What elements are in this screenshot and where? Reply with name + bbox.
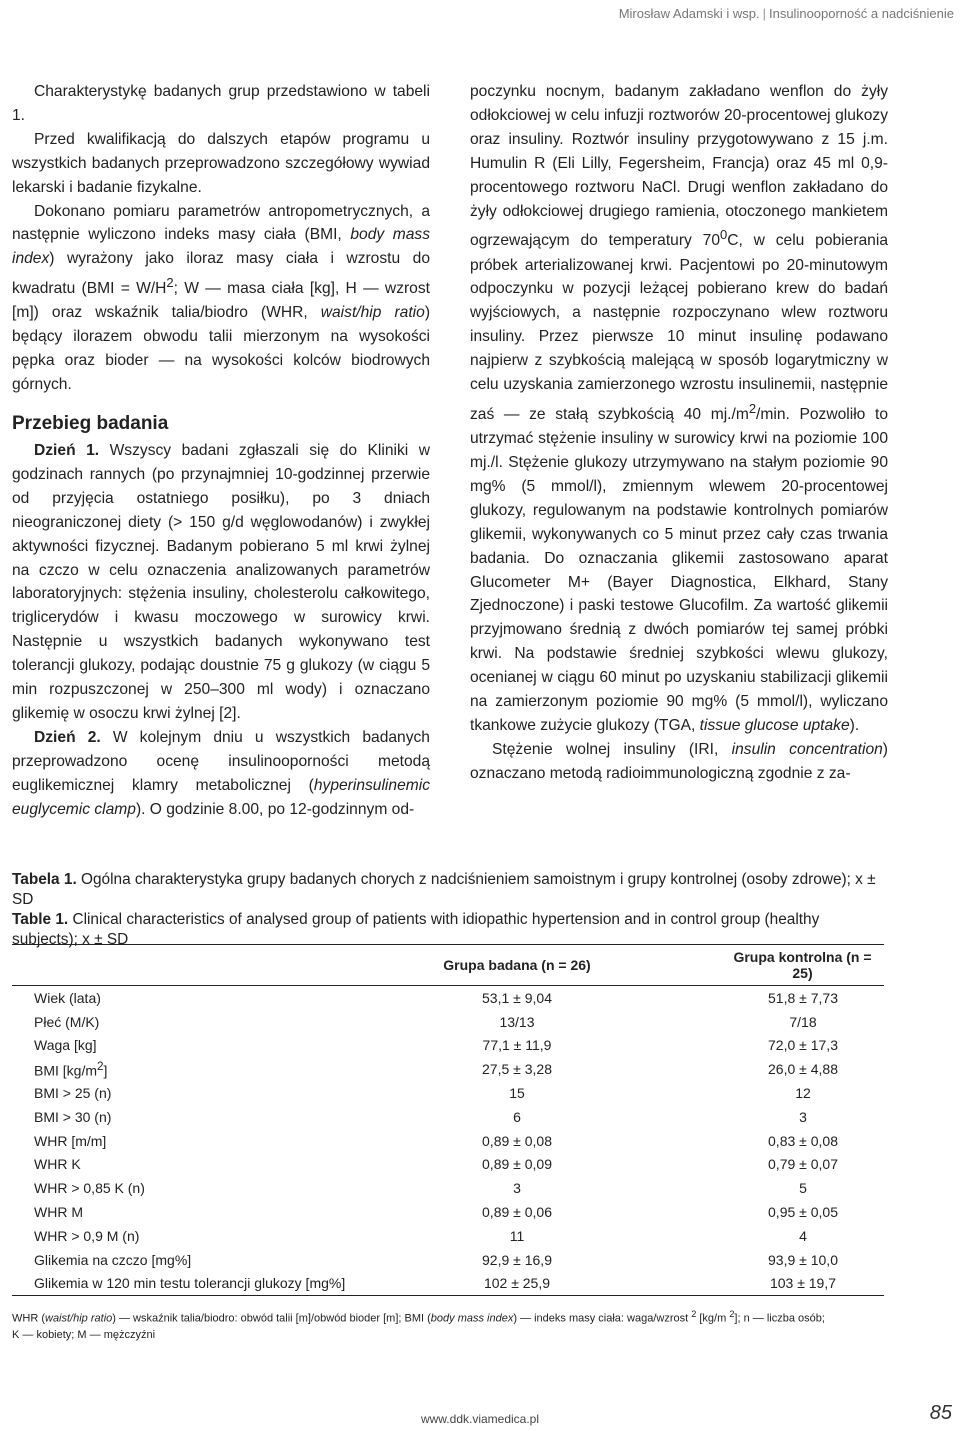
row-label: Waga [kg] (34, 1037, 97, 1054)
row-label: WHR > 0,85 K (n) (34, 1180, 145, 1197)
running-head (619, 6, 954, 21)
control-value: 3 (799, 1108, 807, 1125)
text-run: ) oznaczano metodą radioimmunologiczną zgodnie z za- (470, 740, 888, 782)
text-run: ). (849, 716, 860, 734)
text-run: ) będący ilorazem obwodu talii mierzonym na wysokości pępka oraz bioder — na wysokości kolców biodrowych górnych. (12, 304, 431, 394)
footer-website: www.ddk.viamedica.pl (420, 1412, 540, 1426)
table-caption (12, 870, 884, 950)
superscript: 2 (729, 1309, 735, 1319)
term-tga: tissue glucose uptake (699, 716, 850, 734)
running-head-separator: | (762, 6, 766, 21)
text-run: Wszyscy badani zgłaszali się do Kliniki w godzinach rannych (po przynajmniej 10-godzinnej przerwie od przyjęcia ostatniego posiłku), po 3 dniach nieograniczonej diety (> 150 g/d węglowodanów) i zwykłej aktywności fizycznej. Badanym pobierano 5 ml krwi żylnej na czczo w celu oznaczenia analizowanych parametrów laboratoryjnych: stężenia insuliny, cholesterolu całkowitego, triglicerydów i kwasu moczowego w surowicy krwi. Następnie u wszystkich badanych wykonywano test tolerancji glukozy, podając doustnie 75 g glukozy (w ciągu 5 min rozpuszczonej w 250–300 ml wody) i oznaczano glikemię w osoczu krwi żylnej [2]. (12, 441, 430, 722)
term-bmi: body mass index (12, 226, 431, 268)
text-run: ]; n — liczba osób; (734, 1312, 825, 1325)
paragraph-anthropometry (12, 200, 430, 397)
text-run: WHR ( (12, 1312, 45, 1325)
text-run: waist/hip ratio (45, 1312, 113, 1325)
row-label: WHR > 0,9 M (n) (34, 1227, 140, 1244)
superscript: 2 (166, 275, 174, 291)
text-run: body mass index (430, 1312, 514, 1325)
study-value: 6 (513, 1108, 521, 1125)
text-run: [kg/m (696, 1312, 730, 1325)
control-value: 0,83 ± 0,08 (768, 1132, 838, 1149)
text-run: poczynku nocnym, badanym zakładano wenflon do żyły odłokciowej w celu infuzji roztworów 20-procentowej glukozy oraz insuliny. Roztwór insuliny przygotowywano z 15 j.m. Humulin R (Eli Lilly, Fegersheim, Francja) oraz 45 ml 0,9-procentowego roztworu NaCl. Drugi wenflon zakładano do żyły odłokciowej drugiego ramienia, otoczonego mankietem ogrzewającym do temperatury 70 (470, 83, 888, 250)
study-value: 77,1 ± 11,9 (482, 1037, 552, 1054)
study-value: 27,5 ± 3,28 (482, 1061, 552, 1078)
header-study-group: Grupa badana (n = 26) (432, 945, 602, 986)
superscript: 2 (691, 1309, 697, 1319)
control-value: 26,0 ± 4,88 (768, 1061, 838, 1078)
study-value: 53,1 ± 9,04 (482, 989, 552, 1006)
table-row (12, 1248, 884, 1272)
text-run: ). O godzinie 8.00, po 12-godzinnym od- (135, 800, 415, 818)
table-row (12, 1224, 884, 1248)
superscript: 0 (720, 227, 728, 243)
control-value: 5 (799, 1180, 807, 1197)
table-row (12, 1176, 884, 1200)
superscript: 2 (748, 400, 757, 416)
row-label: WHR [m/m] (34, 1132, 107, 1149)
study-value: 13/13 (499, 1013, 535, 1030)
page-number: 85 (929, 1402, 952, 1424)
paragraph-insulin-measurement (470, 738, 888, 786)
footnote-line-1 (12, 1306, 892, 1327)
study-value: 0,89 ± 0,09 (482, 1156, 552, 1173)
text-run: C, w celu pobierania próbek arterializowanej krwi. Pacjentowi po 20-minutowym odpoczynku w pozycji leżącej pobierano krew do badań wyjściowych, a następnie rozpoczynano wlew roztworu insuliny. Przez pierwsze 10 minut insulinę podawano najpierw z szybkością malejącą w sposób logarytmiczny w celu uzyskania zamierzonego wzrostu insulinemii, następnie zaś — ze stałą szybkością 40 mj./m (470, 232, 888, 424)
table-row (12, 1105, 884, 1129)
caption-label: Tabela 1. (12, 871, 77, 888)
study-value: 15 (509, 1085, 525, 1102)
table-row (12, 1200, 884, 1224)
text-run: ; W — masa ciała [kg], H — wzrost [m]) oraz wskaźnik talia/biodro (WHR, (12, 280, 430, 322)
study-value: 3 (513, 1180, 521, 1197)
study-value: 0,89 ± 0,08 (482, 1132, 552, 1149)
running-head-title: Insulinooporność a nadciśnienie (768, 6, 954, 21)
study-value: 11 (509, 1227, 525, 1244)
table-row (12, 986, 884, 1010)
study-value: 102 ± 25,9 (432, 1272, 602, 1296)
table-row (12, 1153, 884, 1177)
control-value: 72,0 ± 17,3 (768, 1037, 838, 1054)
caption-label: Table 1. (12, 911, 69, 928)
control-value: 93,9 ± 10,0 (768, 1251, 838, 1268)
row-label: WHR M (34, 1204, 83, 1221)
paragraph-clamp-procedure (470, 80, 888, 738)
control-value: 0,95 ± 0,05 (768, 1204, 838, 1221)
header-control-group: Grupa kontrolna (n = 25) (602, 945, 884, 986)
term-iri: insulin concentration (731, 740, 883, 758)
text-run: ) — indeks masy ciała: waga/wzrost (513, 1312, 692, 1325)
paragraph-table-reference: Charakterystykę badanych grup przedstawiono w tabeli 1. (12, 83, 430, 124)
left-column (12, 80, 430, 821)
table-row (12, 1057, 884, 1081)
control-value: 7/18 (789, 1013, 817, 1030)
row-label: Wiek (lata) (34, 989, 101, 1006)
row-label: Glikemia na czczo [mg%] (34, 1251, 192, 1268)
row-label (12, 1057, 432, 1081)
day-1-label: Dzień 1. (34, 441, 100, 459)
row-label: Płeć (M/K) (34, 1013, 100, 1030)
control-value: 12 (795, 1085, 811, 1102)
caption-text: Ogólna charakterystyka grupy badanych chorych z nadciśnieniem samoistnym i grupy kontrolnej (osoby zdrowe); x ± SD (12, 871, 876, 908)
text-run: Stężenie wolnej insuliny (IRI, (492, 740, 732, 758)
table-header-row (12, 945, 884, 986)
row-label: BMI > 25 (n) (34, 1085, 112, 1102)
text-run: /min. Pozwoliło to utrzymać stężenie insuliny w surowicy krwi na poziomie 100 mj./l. Stężenie glukozy utrzymywano na stałym poziomie 90 mg% (5 mmol/l), zmiennym wlewem 20-procentowej glukozy, regulowanym na podstawie kontrolnych pomiarów glikemii, wykonywanych co 5 minut przez cały czas trwania badania. Do oznaczania glikemii zastosowano aparat Glucometer M+ (Bayer Diagnostica, Elkhard, Stany Zjednoczone) i paski testowe Glucofilm. Za wartość glikemii przyjmowano średnią z dwóch pomiarów tej samej próbki krwi. Na podstawie średniej szybkości wlewu glukozy, ocenianej w ciągu 60 minut po uzyskaniu stabilizacji glikemii na zamierzonym poziomie 90 mg% (5 mmol/l), wyliczano tkankowe zużycie glukozy (TGA, (470, 406, 888, 734)
right-column (470, 80, 888, 786)
control-value: 51,8 ± 7,73 (768, 989, 838, 1006)
row-label: BMI > 30 (n) (34, 1108, 112, 1125)
control-value: 0,79 ± 0,07 (768, 1156, 838, 1173)
characteristics-table (12, 944, 884, 1296)
table-row (12, 1081, 884, 1105)
text-run: BMI [kg/m (34, 1062, 98, 1079)
superscript: 2 (97, 1059, 104, 1073)
text-run: ) — wskaźnik talia/biodro: obwód talii [m]/obwód bioder [m]; BMI ( (112, 1312, 431, 1325)
header-empty (12, 945, 432, 986)
section-heading: Przebieg badania (12, 412, 169, 434)
text-run: ] (103, 1062, 108, 1079)
paragraph-day-1 (12, 439, 430, 726)
paragraph-qualification: Przed kwalifikacją do dalszych etapów programu u wszystkich badanych przeprowadzono szczegółowy wywiad lekarski i badanie fizykalne. (12, 130, 430, 196)
study-value: 92,9 ± 16,9 (482, 1251, 552, 1268)
row-label: Glikemia w 120 min testu tolerancji glukozy [mg%] (12, 1272, 432, 1296)
table-footnote (12, 1306, 892, 1343)
text-run: ) wyrażony jako iloraz masy ciała i wzrostu do kwadratu (BMI = W/H (12, 250, 430, 298)
study-value: 0,89 ± 0,06 (482, 1204, 552, 1221)
table-row (12, 1272, 884, 1296)
table-row (12, 1010, 884, 1034)
row-label: WHR K (34, 1156, 81, 1173)
term-clamp: hyperinsulinemic euglycemic clamp (12, 776, 430, 818)
control-value: 103 ± 19,7 (602, 1272, 884, 1296)
paragraph-day-2 (12, 726, 430, 822)
table-row (12, 1129, 884, 1153)
control-value: 4 (799, 1227, 807, 1244)
term-whr: waist/hip ratio (320, 304, 425, 322)
running-head-authors: Mirosław Adamski i wsp. (618, 6, 760, 21)
table-caption-pl (12, 870, 884, 910)
text-run: W kolejnym dniu u wszystkich badanych przeprowadzono ocenę insulinooporności metodą euglikemicznej klamry metabolicznej ( (12, 728, 430, 794)
caption-text: Clinical characteristics of analysed group of patients with idiopathic hypertension and in control group (healthy subjects); x ± SD (12, 911, 820, 948)
footnote-line-2: K — kobiety; M — mężczyźni (12, 1328, 156, 1341)
day-2-label: Dzień 2. (34, 728, 101, 746)
text-run: Dokonano pomiaru parametrów antropometrycznych, a następnie wyliczono indeks masy ciała (BMI, (12, 202, 430, 244)
table-row (12, 1034, 884, 1058)
